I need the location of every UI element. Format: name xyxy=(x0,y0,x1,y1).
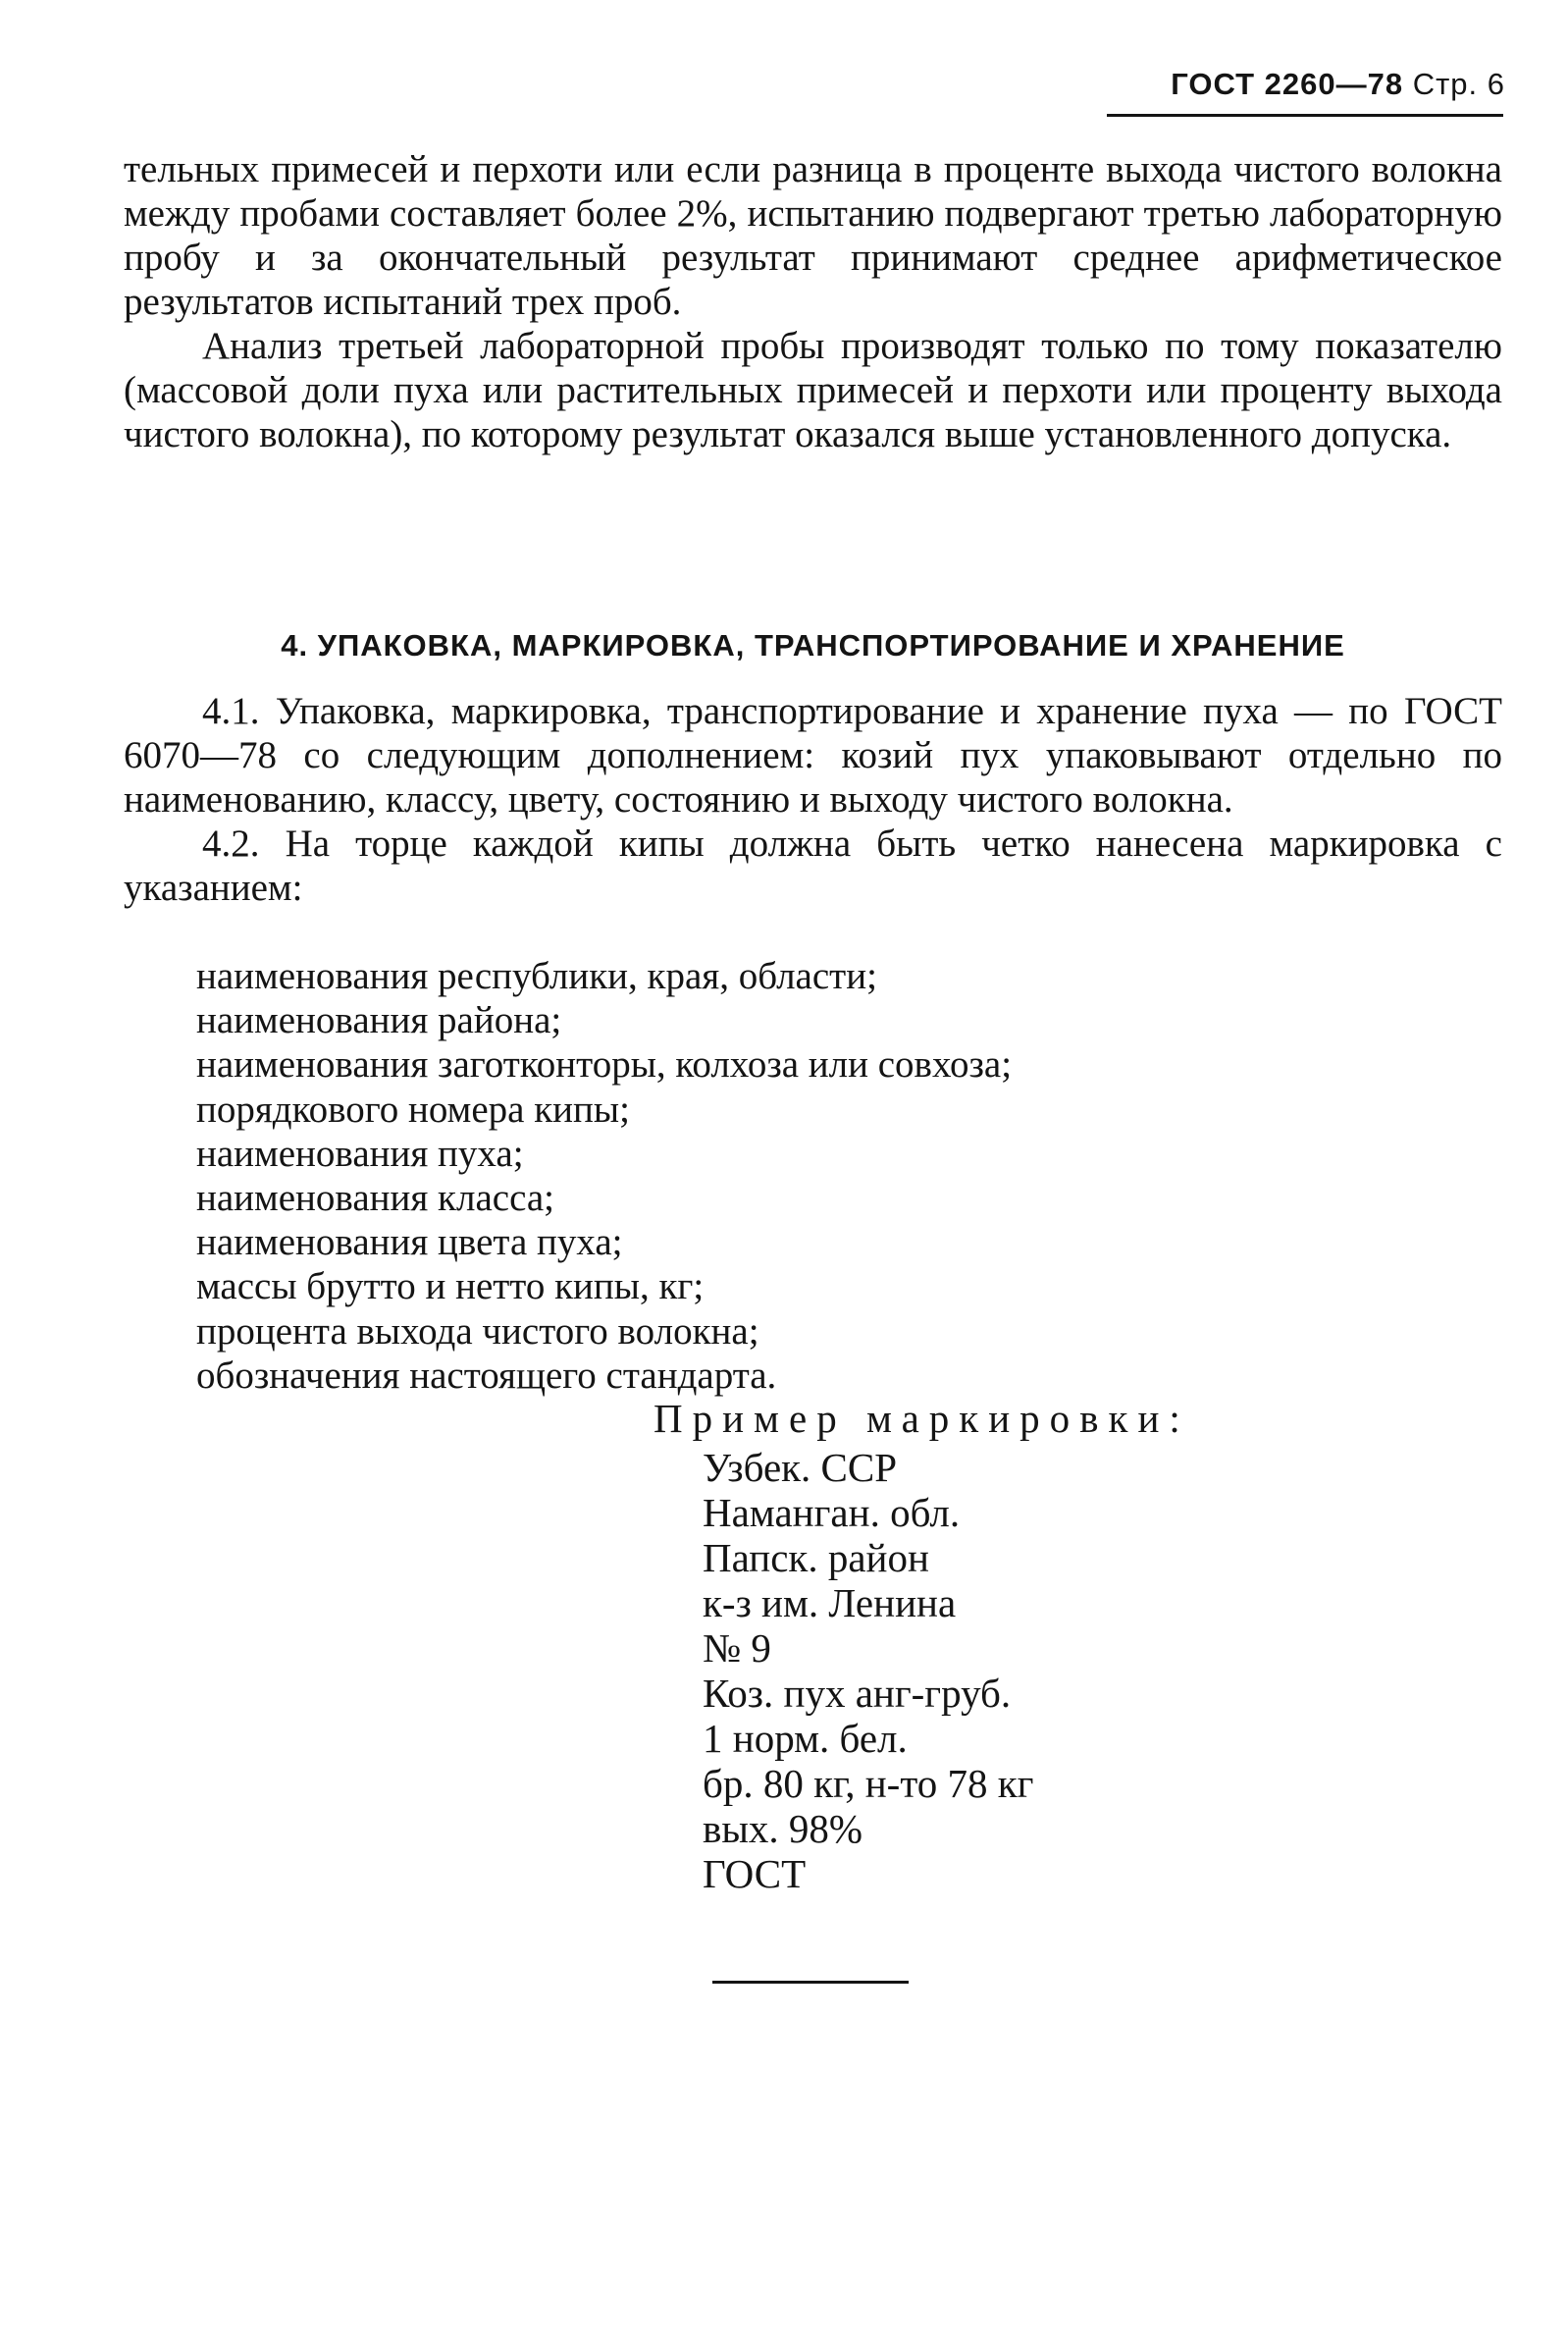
page-header xyxy=(1109,67,1505,102)
page-number: Стр. 6 xyxy=(1412,67,1505,101)
intro-text xyxy=(124,147,1502,456)
intro-paragraph-2: Анализ третьей лабораторной пробы производят только по тому показателю (массовой доли пуха или растительных примесей и перхоти или проценту выхода чистого волокна), по которому результат оказался выше установленного допуска. xyxy=(124,325,1502,455)
document-number: ГОСТ 2260—78 xyxy=(1171,67,1404,101)
example-line: Папск. район xyxy=(703,1535,929,1580)
clause-4-1: 4.1. Упаковка, маркировка, транспортирование и хранение пуха — по ГОСТ 6070—78 со следующим дополнением: козий пух упаковывают отдельно по наименованию, классу, цвету, состоянию и выходу чистого волокна. xyxy=(124,690,1502,821)
end-rule xyxy=(712,1981,909,1984)
example-line: Коз. пух анг-груб. xyxy=(703,1671,1012,1716)
list-item: процента выхода чистого волокна; xyxy=(196,1309,759,1353)
marking-list xyxy=(196,954,1012,1398)
example-line: 1 норм. бел. xyxy=(703,1716,908,1761)
example-line: ГОСТ xyxy=(703,1851,807,1896)
marking-example xyxy=(653,1396,1190,1896)
header-rule xyxy=(1107,114,1503,117)
example-line: к-з им. Ленина xyxy=(703,1580,957,1625)
example-lines xyxy=(653,1445,1190,1896)
list-item: наименования пуха; xyxy=(196,1132,524,1175)
example-line: бр. 80 кг, н-то 78 кг xyxy=(703,1761,1034,1806)
list-item: обозначения настоящего стандарта. xyxy=(196,1354,777,1397)
clause-4-2: 4.2. На торце каждой кипы должна быть четко нанесена маркировка с указанием: xyxy=(124,823,1502,909)
clauses xyxy=(124,689,1502,910)
list-item: наименования района; xyxy=(196,999,562,1042)
example-line: Наманган. обл. xyxy=(703,1490,961,1535)
intro-paragraph-1: тельных примесей и перхоти или если разница в проценте выхода чистого волокна между пробами составляет более 2%, испытанию подвергают третью лабораторную пробу и за окончательный результат принимают среднее арифметическое результатов испытаний трех проб. xyxy=(124,148,1502,323)
list-item: наименования республики, края, области; xyxy=(196,955,877,997)
example-line: № 9 xyxy=(703,1625,771,1671)
list-item: наименования класса; xyxy=(196,1177,555,1220)
example-line: вых. 98% xyxy=(703,1806,863,1851)
list-item: массы брутто и нетто кипы, кг; xyxy=(196,1265,705,1308)
list-item: наименования заготконторы, колхоза или совхоза; xyxy=(196,1043,1013,1087)
list-item: порядкового номера кипы; xyxy=(196,1088,630,1131)
example-line: Узбек. ССР xyxy=(703,1445,898,1490)
section-title: 4. УПАКОВКА, МАРКИРОВКА, ТРАНСПОРТИРОВАНИЕ И ХРАНЕНИЕ xyxy=(281,628,1345,663)
list-item: наименования цвета пуха; xyxy=(196,1221,623,1264)
example-caption: Пример маркировки: xyxy=(653,1396,1190,1441)
